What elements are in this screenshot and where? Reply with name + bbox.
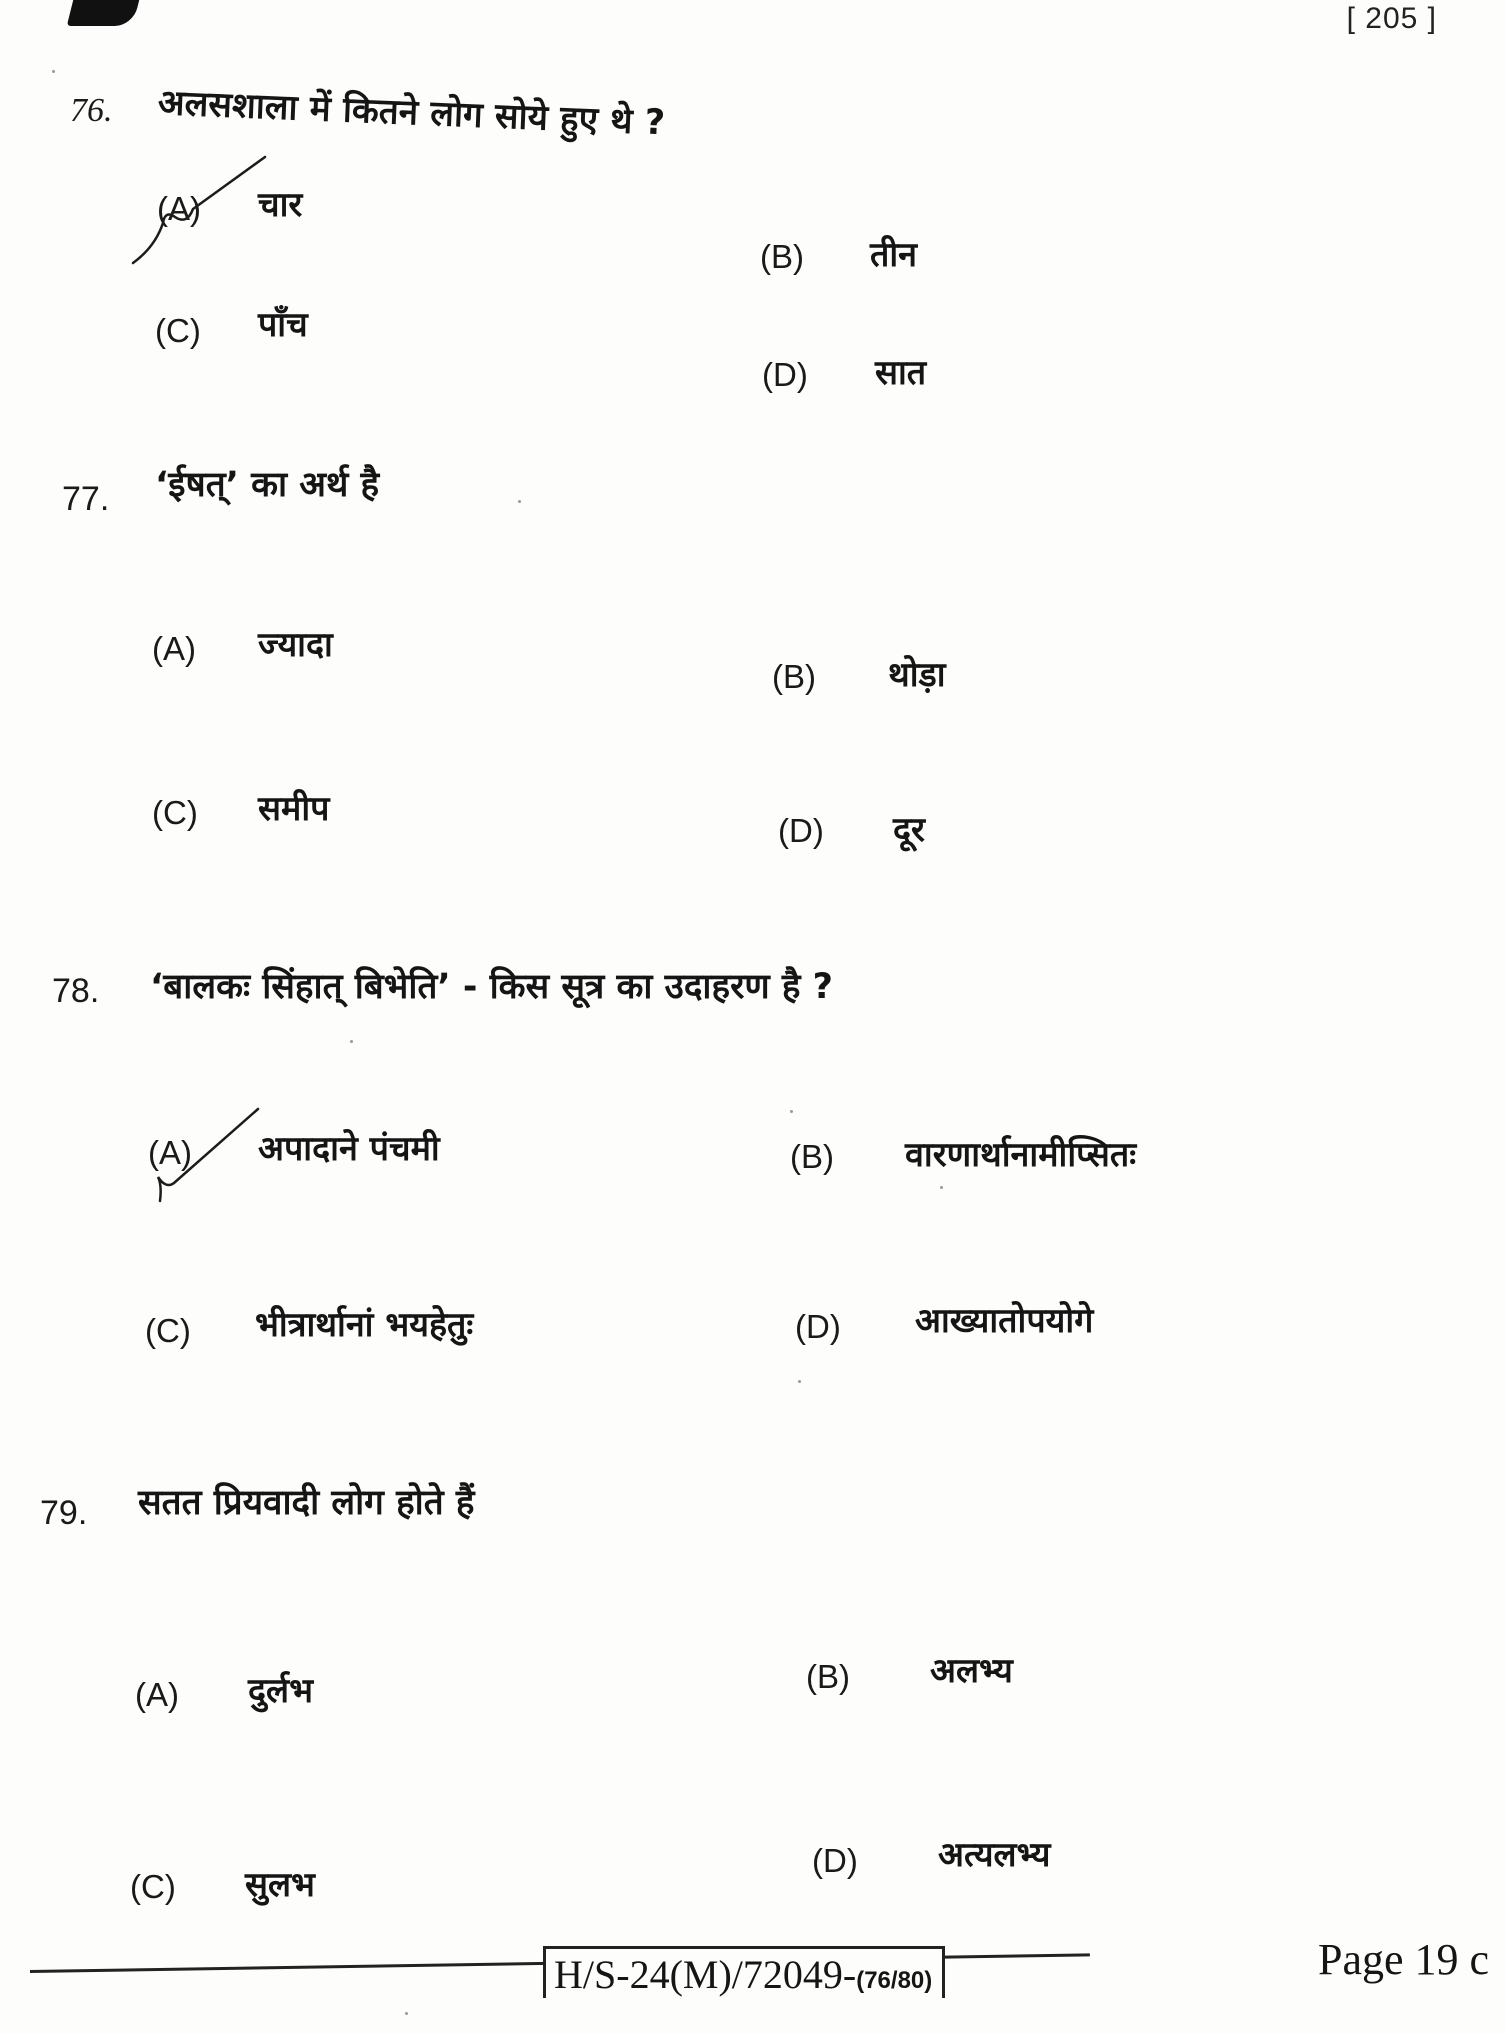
corner-mark bbox=[67, 0, 139, 26]
option-text: आख्यातोपयोगे bbox=[915, 1301, 1094, 1341]
scan-speck bbox=[52, 70, 55, 73]
option-letter: (C) bbox=[145, 1312, 191, 1349]
option-letter: (A) bbox=[148, 1134, 192, 1171]
option-letter: (B) bbox=[806, 1658, 850, 1695]
option-letter: (A) bbox=[157, 190, 201, 227]
option-letter: (D) bbox=[778, 812, 824, 849]
option-letter: (B) bbox=[772, 658, 816, 695]
option-letter: (D) bbox=[812, 1842, 858, 1879]
question-text: अलसशाला में कितने लोग सोये हुए थे ? bbox=[157, 83, 666, 144]
option-text: भीत्रार्थानां भयहेतुः bbox=[255, 1305, 474, 1345]
question-number: 77. bbox=[62, 480, 110, 518]
option-text: दुर्लभ bbox=[248, 1671, 314, 1711]
option-text: थोड़ा bbox=[888, 655, 946, 695]
option-letter: (B) bbox=[790, 1138, 834, 1175]
question-text: सतत प्रियवादी लोग होते हैं bbox=[138, 1483, 475, 1523]
option-text: समीप bbox=[258, 789, 330, 829]
scan-speck bbox=[798, 1380, 801, 1383]
option-letter: (A) bbox=[135, 1676, 179, 1713]
scan-speck bbox=[790, 1110, 793, 1113]
option-letter: (C) bbox=[130, 1868, 176, 1905]
option-text: दूर bbox=[893, 810, 925, 850]
footer-code: H/S-24(M)/72049- bbox=[554, 1952, 857, 1997]
option-text: सात bbox=[875, 353, 927, 393]
scan-speck bbox=[940, 1186, 943, 1189]
question-number: 76. bbox=[70, 92, 113, 129]
option-letter: (D) bbox=[762, 356, 808, 393]
option-text: वारणार्थानामीप्सितः bbox=[905, 1135, 1137, 1175]
question-text: ‘ईषत्’ का अर्थ है bbox=[155, 465, 380, 505]
option-text: पाँच bbox=[258, 305, 308, 345]
question-text: ‘बालकः सिंहात् बिभेति’ - किस सूत्र का उदाहरण है ? bbox=[150, 967, 833, 1007]
option-letter: (B) bbox=[760, 238, 804, 275]
question-number: 79. bbox=[40, 1494, 88, 1532]
option-text: सुलभ bbox=[245, 1865, 315, 1905]
header-code: [ 205 ] bbox=[1346, 2, 1437, 35]
option-letter: (C) bbox=[152, 794, 198, 831]
option-text: चार bbox=[258, 185, 303, 225]
footer-code-suffix: (76/80) bbox=[856, 1967, 933, 1994]
option-text: ज्यादा bbox=[258, 625, 333, 665]
option-text: अलभ्य bbox=[930, 1651, 1013, 1691]
footer-code-box bbox=[543, 1946, 945, 1998]
option-letter: (C) bbox=[155, 312, 201, 349]
option-letter: (D) bbox=[795, 1308, 841, 1345]
scan-speck bbox=[518, 500, 521, 503]
option-text: अपादाने पंचमी bbox=[258, 1129, 440, 1169]
option-letter: (A) bbox=[152, 630, 196, 667]
option-text: अत्यलभ्य bbox=[938, 1835, 1051, 1875]
page-number: Page 19 c bbox=[1318, 1935, 1490, 1984]
scan-speck bbox=[350, 1040, 353, 1043]
scan-speck bbox=[405, 2012, 408, 2015]
question-number: 78. bbox=[52, 972, 100, 1010]
option-text: तीन bbox=[870, 235, 918, 275]
